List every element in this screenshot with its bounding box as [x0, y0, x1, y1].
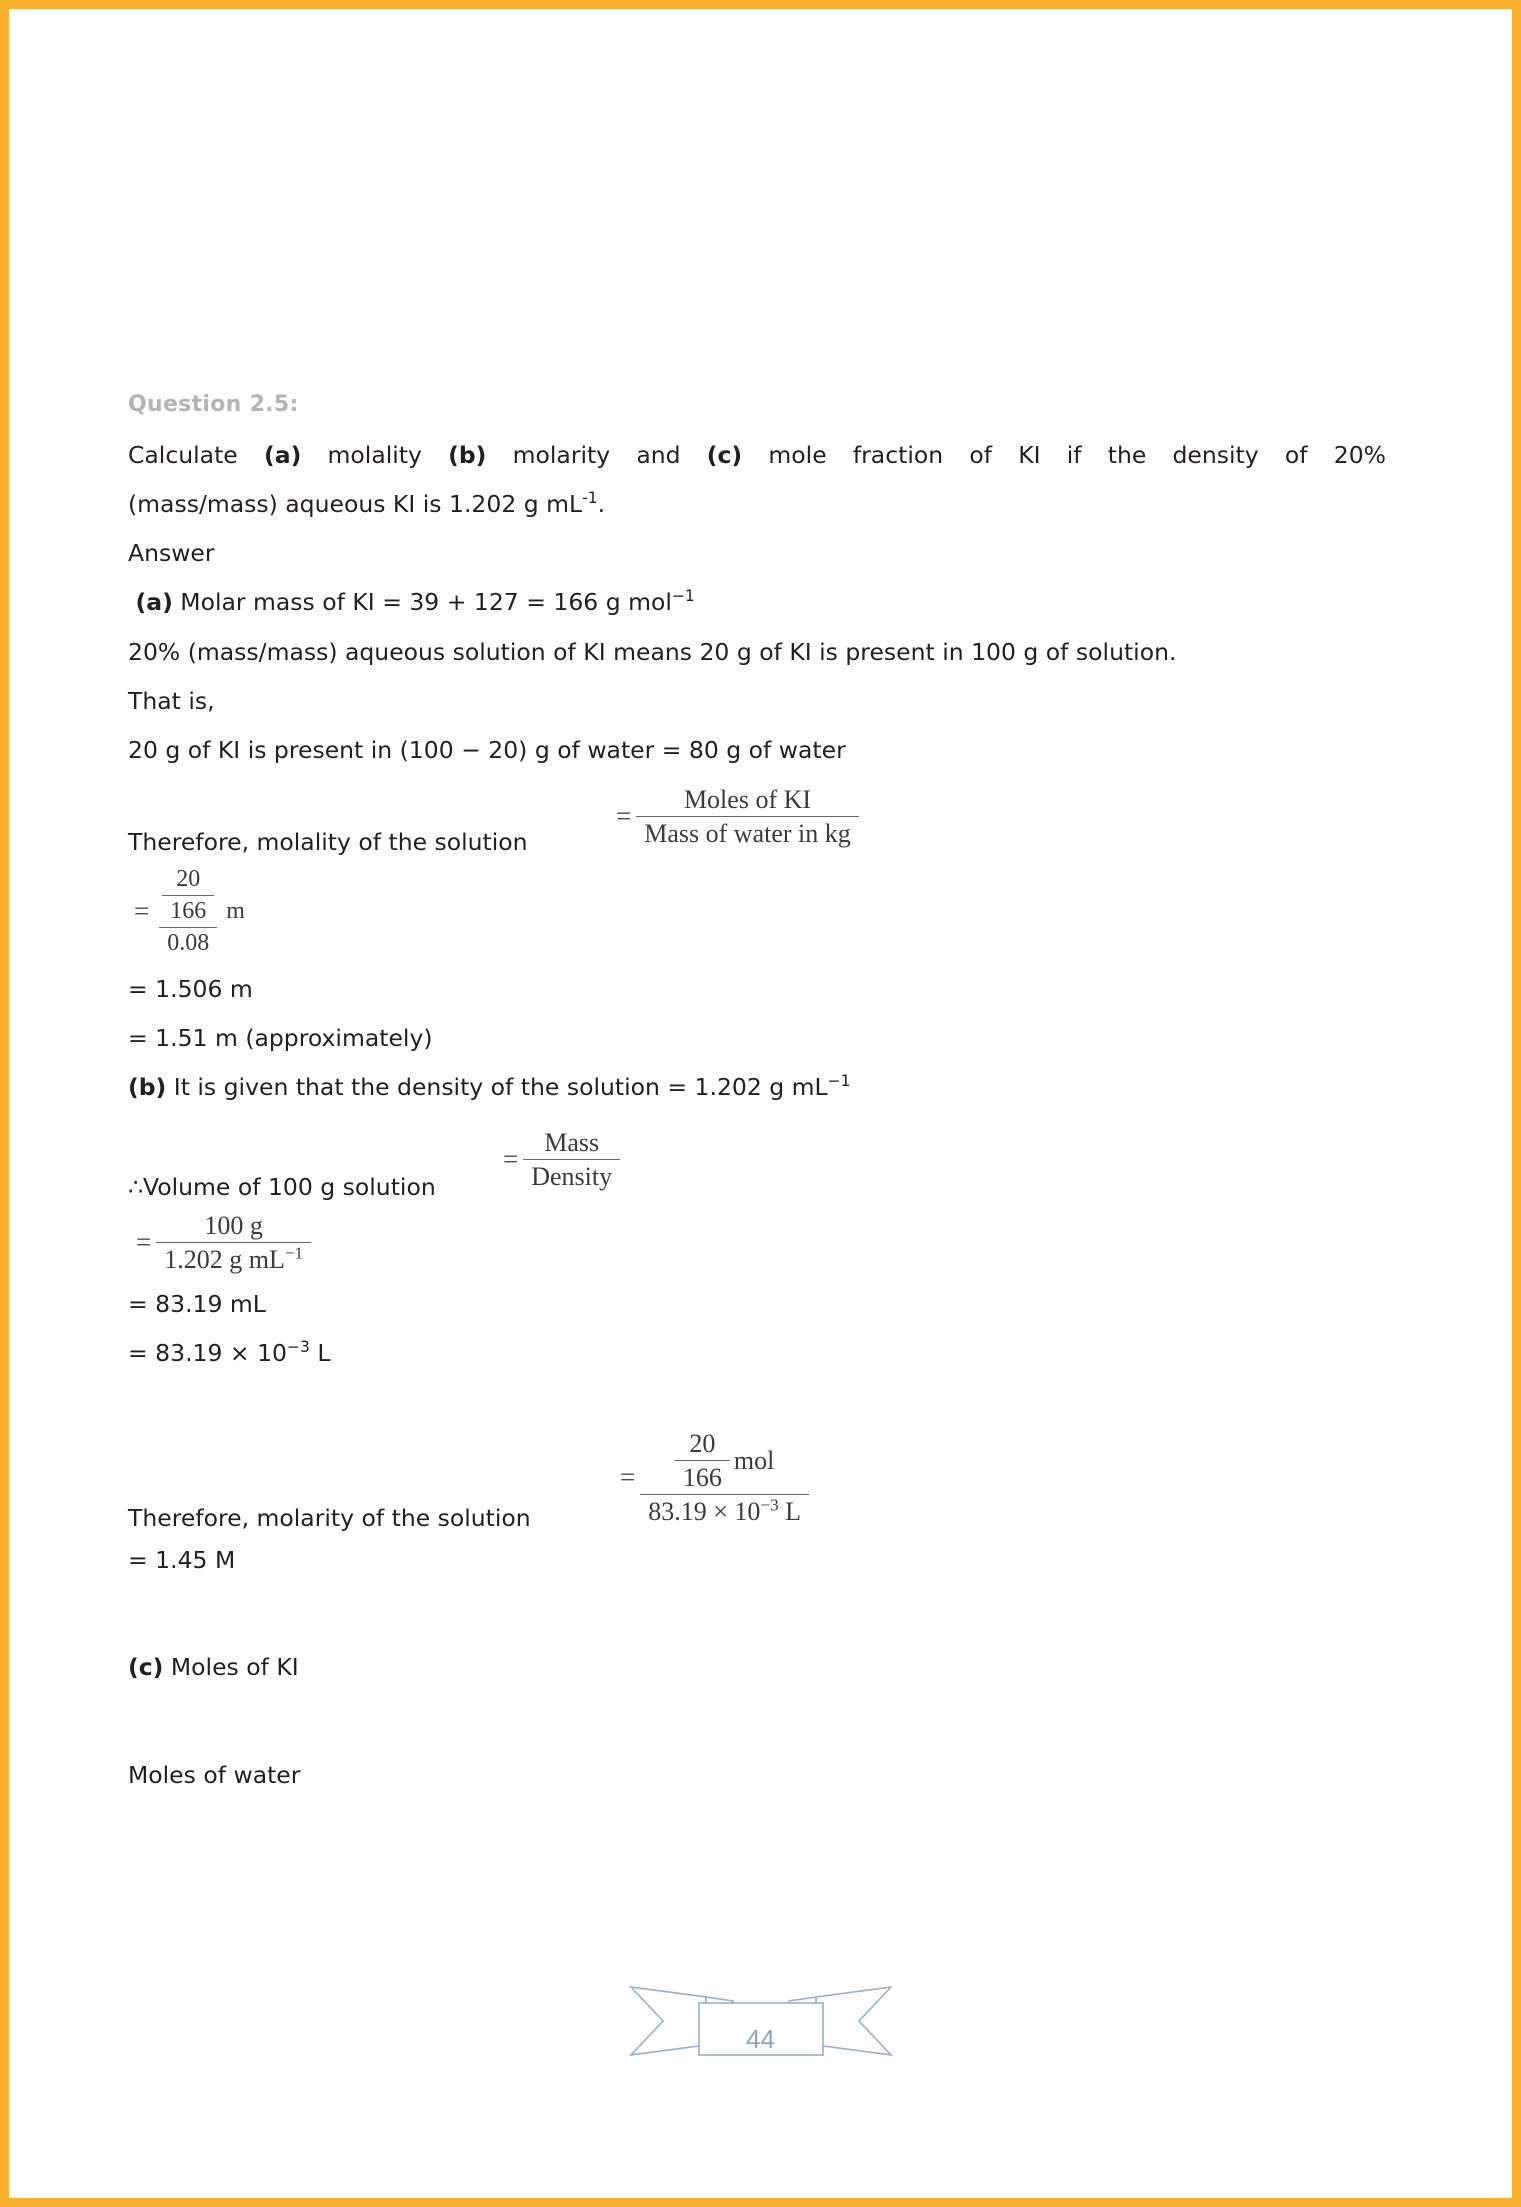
volume-denominator: Density [523, 1159, 620, 1191]
molality-calculation-group [134, 866, 245, 957]
molality-result-1506: = 1.506 m [128, 974, 253, 1003]
answer-label-c: (c) [128, 1653, 164, 1682]
molarity-numerator-wrap [667, 1429, 782, 1494]
volume-numerator: Mass [544, 1127, 600, 1157]
molality-formula-group [616, 785, 859, 848]
molarity-result: = 1.45 M [128, 1546, 236, 1575]
molarity-outer-den-pre: 83.19 × 10 [648, 1497, 761, 1527]
molality-definition-row [128, 778, 1386, 856]
molality-numerator: Moles of KI [683, 784, 812, 814]
moles-of-water-line: Moles of water [128, 1760, 301, 1789]
answer-a-text: Molar mass of KI = 39 + 127 = 166 g mol [172, 588, 672, 617]
answer-water-mass-line: 20 g of KI is present in (100 − 20) g of water = 80 g of water [128, 735, 846, 764]
molality-inner-numerator: 20 [176, 865, 201, 892]
volume-result-liters [128, 1335, 1386, 1372]
volume-definition-label: ∴Volume of 100 g solution [128, 1172, 436, 1201]
answer-part-c-line [128, 1649, 1386, 1686]
molarity-definition-row [128, 1424, 1386, 1532]
answer-label-b: (b) [128, 1072, 167, 1101]
page-border-right [1512, 0, 1521, 2207]
question-text-line1 [128, 437, 1386, 474]
volume-calc-denominator [156, 1242, 311, 1274]
answer-part-b-line [128, 1069, 1386, 1106]
question-option-c: (c) [706, 441, 743, 469]
ribbon-banner-icon [611, 1975, 911, 2070]
volume-fraction [523, 1128, 620, 1191]
spacer-before-molarity [128, 1384, 1386, 1424]
spacer-before-part-c [128, 1591, 1386, 1649]
answer-b-superscript: −1 [827, 1071, 851, 1090]
molarity-outer-den-post: L [778, 1497, 802, 1527]
page-number: 44 [746, 2024, 775, 2054]
volume-calc-equals: = [136, 1226, 152, 1257]
molarity-compound-fraction [640, 1429, 809, 1526]
molarity-formula-group [620, 1429, 809, 1526]
molarity-inner-unit: mol [733, 1446, 775, 1476]
volume-denominator-superscript: −1 [284, 1243, 304, 1263]
volume-formula-group [503, 1128, 620, 1191]
question-text-pre: Calculate [128, 441, 264, 469]
molality-calculation-row [134, 866, 1386, 957]
page-footer [0, 1975, 1521, 2070]
molality-fraction [636, 785, 859, 848]
molality-result-151: = 1.51 m (approximately) [128, 1023, 433, 1052]
molality-unit: m [226, 897, 245, 924]
volume-definition-formula [503, 1128, 620, 1191]
molarity-equals-sign: = [620, 1462, 636, 1493]
question-label: Question 2.5: [128, 392, 299, 417]
molality-inner-fraction [162, 866, 214, 925]
question-line2-post: . [597, 490, 606, 519]
equals-sign: = [616, 800, 632, 831]
molarity-outer-den-superscript: −3 [760, 1495, 779, 1515]
answer-heading: Answer [128, 539, 215, 568]
molarity-inner-numerator: 20 [689, 1429, 716, 1459]
question-text-post: mole fraction of KI if the density of 20% [742, 441, 1386, 469]
answer-b-text: It is given that the density of the solution = 1.202 g mL [166, 1072, 828, 1101]
question-line2-pre: (mass/mass) aqueous KI is 1.202 g mL [128, 490, 583, 519]
molality-outer-denominator: 0.08 [159, 927, 217, 957]
molarity-definition-formula [620, 1429, 809, 1526]
document-content [128, 392, 1386, 1806]
volume-calculation-row [136, 1211, 1386, 1274]
molality-compound-fraction [154, 866, 222, 957]
molarity-outer-denominator [640, 1494, 809, 1526]
page-number-ribbon [611, 1975, 911, 2070]
molality-inner-fraction-wrap [154, 866, 222, 927]
volume-calculation-group [136, 1211, 311, 1274]
spacer-before-moles-water [128, 1699, 1386, 1757]
question-option-a: (a) [263, 441, 302, 469]
volume-definition-row [128, 1115, 1386, 1201]
volume-equals-sign: = [503, 1143, 519, 1174]
volume-result-l-superscript: −3 [286, 1338, 310, 1357]
molality-definition-label: Therefore, molality of the solution [128, 827, 528, 856]
answer-20-percent-line: 20% (mass/mass) aqueous solution of KI means 20 g of KI is present in 100 g of solution. [128, 637, 1177, 666]
question-text-mid1: molality [301, 441, 449, 469]
answer-c-text: Moles of KI [163, 1653, 299, 1682]
answer-label-a: (a) [135, 588, 173, 617]
volume-denominator-text: 1.202 g mL [164, 1244, 285, 1274]
molarity-definition-label: Therefore, molarity of the solution [128, 1504, 531, 1533]
question-text-line2 [128, 486, 1386, 523]
question-option-b: (b) [448, 441, 487, 469]
page-border-bottom [0, 2198, 1521, 2207]
volume-result-l-pre: = 83.19 × 10 [128, 1339, 287, 1368]
answer-part-a-line [128, 584, 1386, 621]
question-text-mid2: molarity and [486, 441, 707, 469]
answer-that-is-line: That is, [128, 686, 215, 715]
volume-calc-fraction [156, 1211, 311, 1274]
molarity-inner-group [675, 1429, 774, 1492]
molality-definition-formula [616, 785, 859, 848]
question-line2-superscript: -1 [582, 489, 598, 508]
page-border-top [0, 0, 1521, 9]
volume-calc-numerator: 100 g [204, 1210, 263, 1240]
page-border-left [0, 0, 9, 2207]
volume-result-ml: = 83.19 mL [128, 1290, 266, 1319]
molality-calc-equals: = [134, 895, 150, 926]
molarity-inner-denominator: 166 [675, 1460, 730, 1492]
answer-a-superscript: −1 [671, 587, 695, 606]
molality-inner-denominator: 166 [162, 895, 214, 925]
molarity-inner-fraction [675, 1429, 730, 1492]
volume-result-l-post: L [309, 1339, 331, 1368]
molality-denominator: Mass of water in kg [636, 816, 859, 848]
